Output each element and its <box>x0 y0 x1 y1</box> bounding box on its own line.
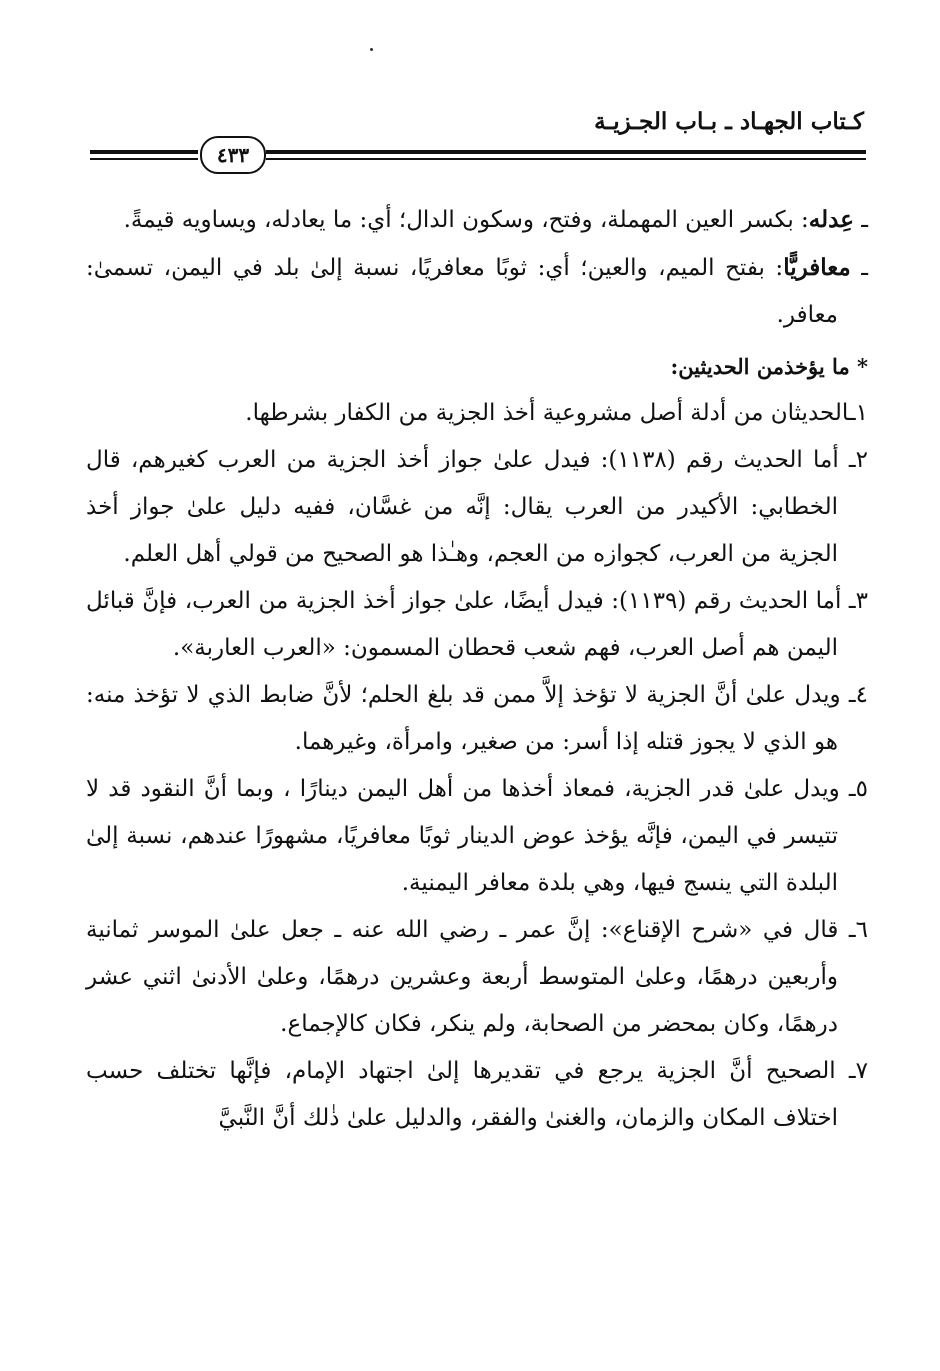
numbered-point <box>86 578 868 672</box>
header-rule-left <box>90 150 198 154</box>
numbered-point <box>86 672 868 766</box>
page-body <box>86 196 868 1142</box>
numbered-point <box>86 437 868 578</box>
page-number: ٤٣٣ <box>216 143 250 167</box>
scan-speck <box>370 48 373 51</box>
numbered-point <box>86 907 868 1048</box>
glossary-term: عِدله <box>808 206 854 233</box>
point-text: ويدل علىٰ قدر الجزية، فمعاذ أخذها من أهل اليمن دينارًا ، وبما أنَّ النقود قد لا تتيسر في اليمن، فإنَّه يؤخذ عوض الدينار ثوبًا معافريًا، مشهورًا عندهم، نسبة إلىٰ البلدة التي ينسج فيها، وهي بلدة معافر اليمنية. <box>86 776 840 896</box>
point-text: قال في «شرح الإقناع»: إنَّ عمر ـ رضي الله عنه ـ جعل علىٰ الموسر ثمانية وأربعين درهمًا، وعلىٰ المتوسط أربعة وعشرين درهمًا، وعلىٰ الأدنىٰ اثني عشر درهمًا، وكان بمحضر من الصحابة، ولم ينكر، فكان كالإجماع. <box>86 917 839 1037</box>
point-number: ٥ـ <box>848 776 869 802</box>
running-title: كـتاب الجهـاد ـ بـاب الجـزيـة <box>594 108 864 135</box>
point-text: ويدل علىٰ أنَّ الجزية لا تؤخذ إلاَّ ممن قد بلغ الحلم؛ لأنَّ ضابط الذي لا تؤخذ منه: هو الذي لا يجوز قتله إذا أسر: من صغير، وامرأة، وغيرهما. <box>86 682 841 755</box>
point-number: ٢ـ <box>848 447 869 473</box>
glossary-definition: : بفتح الميم، والعين؛ أي: ثوبًا معافريًا، نسبة إلىٰ بلد في اليمن، تسمىٰ: معافر. <box>86 255 838 328</box>
numbered-point <box>86 390 868 437</box>
point-number: ١ـ <box>848 400 868 426</box>
page-header <box>90 108 866 168</box>
point-number: ٣ـ <box>848 588 869 614</box>
point-number: ٤ـ <box>848 682 869 708</box>
point-text: الصحيح أنَّ الجزية يرجع في تقديرها إلىٰ اجتهاد الإمام، فإنَّها تختلف حسب اختلاف المكان والزمان، والغنىٰ والفقر، والدليل علىٰ ذٰلك أنَّ النَّبيَّ <box>86 1058 838 1131</box>
header-rule-right <box>266 150 866 154</box>
point-number: ٦ـ <box>848 917 868 943</box>
glossary-term: معافريًّا <box>783 254 851 281</box>
point-text: أما الحديث رقم (١١٣٨): فيدل علىٰ جواز أخذ الجزية من العرب كغيرهم، قال الخطابي: الأكيدر من العرب يقال: إنَّه من غسَّان، ففيه دليل علىٰ جواز أخذ الجزية من العرب، كجوازه من العجم، وهـٰذا هو الصحيح من قولي أهل العلم. <box>86 447 839 567</box>
glossary-entry: ـ عِدله: بكسر العين المهملة، وفتح، وسكون الدال؛ أي: ما يعادله، ويساويه قيمةً. <box>123 206 868 233</box>
glossary-definition: : بكسر العين المهملة، وفتح، وسكون الدال؛ أي: ما يعادله، ويساويه قيمةً. <box>123 207 809 233</box>
point-text: أما الحديث رقم (١١٣٩): فيدل أيضًا، علىٰ جواز أخذ الجزية من العرب، فإنَّ قبائل اليمن هم أصل العرب، فهم شعب قحطان المسمون: «العرب العاربة». <box>86 588 842 661</box>
page-number-badge <box>200 136 266 174</box>
numbered-point <box>86 1048 868 1142</box>
point-number: ٧ـ <box>848 1058 869 1084</box>
glossary-entry: ـ معافريًّا: بفتح الميم، والعين؛ أي: ثوبًا معافريًا، نسبة إلىٰ بلد في اليمن، تسمىٰ: معافر. <box>86 254 868 328</box>
point-text: الحديثان من أدلة أصل مشروعية أخذ الجزية من الكفار بشرطها. <box>245 400 849 426</box>
section-heading: * ما يؤخذمن الحديثين: <box>670 354 868 379</box>
numbered-point <box>86 766 868 907</box>
